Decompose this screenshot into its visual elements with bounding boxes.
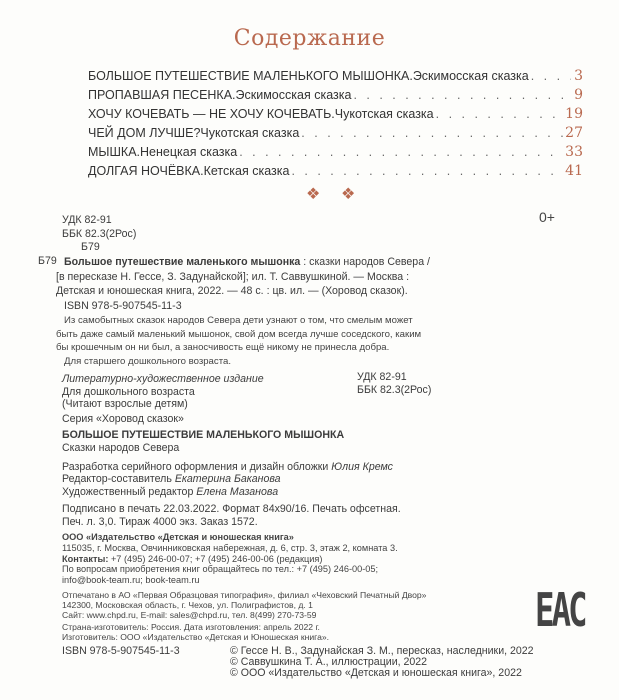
toc-title: ЧЕЙ ДОМ ЛУЧШЕ? (88, 126, 201, 140)
leader-dots (301, 126, 563, 140)
toc-page: 9 (574, 87, 583, 103)
credit-name: Елена Мазанова (196, 485, 279, 498)
toc-sub: Ненецкая сказка (140, 145, 238, 159)
toc-sub: Кетская сказка (203, 164, 290, 178)
age-text: Для дошкольного возраста (62, 385, 195, 398)
credit-label: Художественный редактор (62, 485, 197, 498)
book-title: БОЛЬШОЕ ПУТЕШЕСТВИЕ МАЛЕНЬКОГО МЫШОНКА (62, 429, 345, 442)
udk: УДК 82-91 (62, 214, 112, 226)
read-text: (Читают взрослые детям) (62, 398, 188, 411)
copyright-line: © Гессе Н. В., Задунайская З. М., пересказ, наследники, 2022 (230, 645, 534, 657)
author-mark: Б79 (81, 241, 100, 254)
annotation-line: Для старшего дошкольного возраста. (64, 355, 231, 367)
toc-item (88, 163, 583, 182)
credit-name: Юлия Кремс (331, 460, 393, 473)
book-subtitle: Сказки народов Севера (62, 441, 180, 454)
toc-title: ДОЛГАЯ НОЧЁВКА. (88, 164, 204, 178)
page-title: Содержание (233, 26, 386, 51)
contacts: +7 (495) 246-00-07; +7 (495) 246-00-06 (редакция) (108, 553, 323, 564)
age-rating: 0+ (539, 209, 555, 225)
publisher-address: 115035, г. Москва, Овчинниковская набережная, д. 6, стр. 3, этаж 2, комната 3. (62, 542, 398, 553)
annotation (56, 314, 421, 368)
copyright-line: © ООО «Издательство «Детская и юношеская книга», 2022 (230, 667, 522, 679)
toc-page: 19 (565, 106, 583, 122)
toc-page: 33 (565, 144, 583, 160)
udk: УДК 82-91 (357, 371, 407, 383)
bib-line: [в пересказе Н. Гессе, З. Задунайской]; ил. Т. Саввушкиной. — Москва : (56, 270, 410, 283)
printer-line: Сайт: www.chpd.ru, E-mail: sales@chpd.ru, тел. 8(499) 270-73-59 (62, 609, 317, 620)
printer-line: Изготовитель: ООО «Издательство «Детская и Юношеская книга». (62, 632, 330, 643)
toc-sub: Чукотская сказка (200, 126, 300, 140)
ornament-icon: ❖ (341, 186, 356, 203)
bib-line: Детская и юношеская книга, 2022. — 48 с. : цв. ил. — (Хоровод сказок). (56, 285, 408, 297)
printer-line: 142300, Московская область, г. Чехов, ул. Полиграфистов, д. 1 (62, 599, 313, 610)
publisher-info (62, 532, 398, 586)
credit-name: Екатерина Баканова (174, 473, 281, 486)
leader-dots (353, 88, 571, 102)
annotation-line: быть даже самый маленький мышонок, свой дом всегда лучше соседского, каким (56, 328, 422, 340)
bib-title: Большое путешествие маленького мышонка (64, 256, 301, 268)
copyright (230, 646, 534, 679)
publisher-web: info@book-team.ru; book-team.ru (62, 575, 200, 586)
bbk: ББК 82.3(2Рос) (62, 227, 137, 240)
toc-page: 27 (565, 125, 583, 141)
purchase-info: По вопросам приобретения книг обращайтесь по тел.: +7 (495) 246-00-05; (62, 564, 379, 575)
bib-isbn: ISBN 978-5-907545-11-3 (64, 299, 182, 312)
credit-label: Разработка серийного оформления и дизайн обложки (62, 460, 332, 473)
bib-code: Б79 (38, 255, 57, 267)
annotation-line: Из самобытных сказок народов Севера дети узнают о том, что смелым может (64, 315, 413, 326)
publisher-name: ООО «Издательство «Детская и юношеская книга» (62, 532, 294, 542)
bbk: ББК 82.3(2Рос) (357, 384, 432, 396)
print-info: Печ. л. 3,0. Тираж 4000 экз. Заказ 1572. (62, 515, 258, 528)
annotation-line: бы крошечным он ни был, а заносчивость ещё никому не принесла добра. (56, 342, 390, 353)
toc-title: ПРОПАВШАЯ ПЕСЕНКА. (88, 88, 236, 102)
isbn: ISBN 978-5-907545-11-3 (62, 645, 180, 657)
bib-record (56, 255, 430, 313)
toc-item (88, 144, 583, 163)
leader-dots (531, 69, 571, 83)
copyright-line: © Саввушкина Т. А., иллюстрации, 2022 (230, 656, 428, 668)
series: Серия «Хоровод сказок» (62, 412, 184, 425)
toc-page: 3 (574, 68, 583, 84)
printer-line: Страна-изготовитель: Россия. Дата изготовления: апрель 2022 г. (62, 622, 320, 633)
toc-item (88, 68, 583, 87)
credit-label: Редактор-составитель (62, 473, 175, 486)
toc-page: 41 (565, 163, 583, 179)
toc-sub: Эскимосская сказка (235, 88, 352, 102)
toc-item (88, 87, 583, 106)
printer-line: Отпечатано в АО «Первая Образцовая типография», филиал «Чеховский Печатный Двор» (62, 590, 427, 600)
table-of-contents (88, 68, 583, 182)
eac-mark-icon: ЕАС (535, 583, 585, 637)
toc-item (88, 125, 583, 144)
bib-line: : сказки народов Севера / (300, 256, 430, 268)
printer-info (62, 591, 426, 643)
contacts-label: Контакты: (62, 553, 109, 564)
toc-title: ХОЧУ КОЧЕВАТЬ — НЕ ХОЧУ КОЧЕВАТЬ. (88, 107, 335, 121)
leader-dots (436, 107, 564, 121)
udk-block (62, 214, 136, 255)
toc-item (88, 106, 583, 125)
leader-dots (239, 145, 563, 159)
toc-sub: Эскимосская сказка (412, 69, 529, 83)
leader-dots (291, 164, 563, 178)
toc-title: МЫШКА. (88, 145, 141, 159)
ornament-icon: ❖ (306, 186, 321, 203)
edition-info (62, 373, 401, 529)
genre: Литературно-художественное издание (62, 373, 264, 385)
toc-sub: Чукотская сказка (334, 107, 434, 121)
toc-title: БОЛЬШОЕ ПУТЕШЕСТВИЕ МАЛЕНЬКОГО МЫШОНКА. (88, 69, 413, 83)
print-info: Подписано в печать 22.03.2022. Формат 84х90/16. Печать офсетная. (62, 503, 401, 516)
